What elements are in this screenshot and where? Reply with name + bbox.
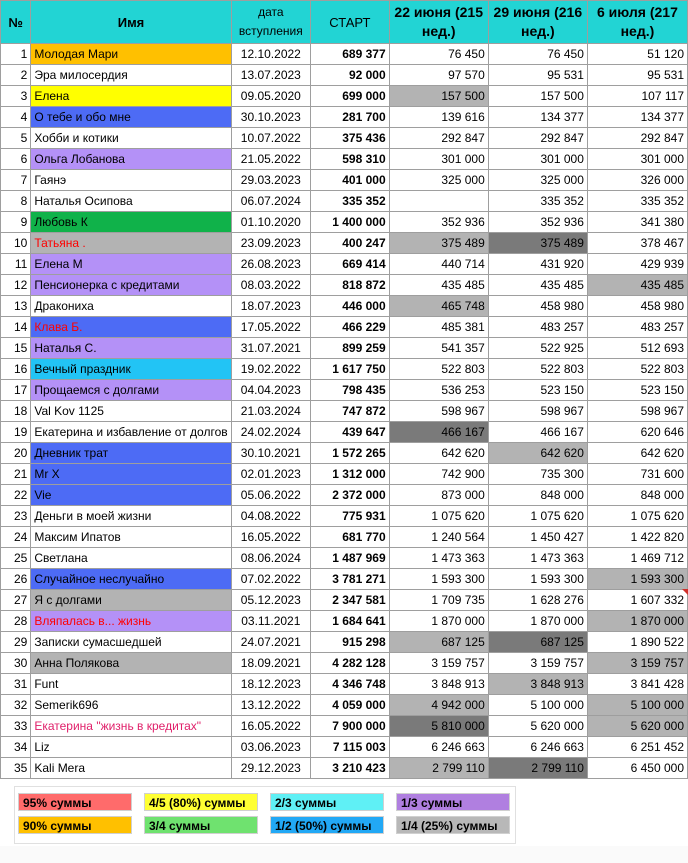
- table-row: [1, 191, 688, 212]
- week-215-cell[interactable]: 1 709 735: [389, 590, 488, 611]
- week-216-cell[interactable]: 5 100 000: [488, 695, 587, 716]
- date-cell[interactable]: 07.02.2022: [231, 569, 310, 590]
- week-217-cell[interactable]: 522 803: [587, 359, 687, 380]
- date-cell[interactable]: 26.08.2023: [231, 254, 310, 275]
- week-215-cell[interactable]: 485 381: [389, 317, 488, 338]
- table-row: [1, 233, 688, 254]
- week-217-cell[interactable]: 1 593 300: [587, 569, 687, 590]
- name-cell[interactable]: Прощаемся с долгами: [31, 380, 231, 401]
- start-cell[interactable]: 699 000: [311, 86, 390, 107]
- week-217-cell[interactable]: 620 646: [587, 422, 687, 443]
- table-row: [1, 674, 688, 695]
- week-217-cell[interactable]: 435 485: [587, 275, 687, 296]
- table-row: [1, 401, 688, 422]
- row-number[interactable]: 3: [1, 86, 31, 107]
- date-cell[interactable]: 05.12.2023: [231, 590, 310, 611]
- start-cell[interactable]: 4 346 748: [311, 674, 390, 695]
- name-cell[interactable]: Liz: [31, 737, 231, 758]
- start-cell[interactable]: 1 684 641: [311, 611, 390, 632]
- week-217-cell[interactable]: 598 967: [587, 401, 687, 422]
- date-cell[interactable]: 21.05.2022: [231, 149, 310, 170]
- week-216-cell[interactable]: 325 000: [488, 170, 587, 191]
- week-216-cell[interactable]: 76 450: [488, 44, 587, 65]
- row-number[interactable]: 14: [1, 317, 31, 338]
- date-cell[interactable]: 31.07.2021: [231, 338, 310, 359]
- name-cell[interactable]: Гаянэ: [31, 170, 231, 191]
- start-cell[interactable]: 401 000: [311, 170, 390, 191]
- row-number[interactable]: 11: [1, 254, 31, 275]
- date-cell[interactable]: 02.01.2023: [231, 464, 310, 485]
- week-216-cell[interactable]: 848 000: [488, 485, 587, 506]
- table-row: [1, 317, 688, 338]
- week-215-cell[interactable]: 139 616: [389, 107, 488, 128]
- name-cell[interactable]: Елена: [31, 86, 231, 107]
- table-row: [1, 149, 688, 170]
- name-cell[interactable]: Хобби и котики: [31, 128, 231, 149]
- start-cell[interactable]: 775 931: [311, 506, 390, 527]
- week-216-cell[interactable]: 352 936: [488, 212, 587, 233]
- start-cell[interactable]: 818 872: [311, 275, 390, 296]
- row-number[interactable]: 19: [1, 422, 31, 443]
- name-cell[interactable]: Пенсионерка с кредитами: [31, 275, 231, 296]
- week-217-cell[interactable]: 848 000: [587, 485, 687, 506]
- date-cell[interactable]: 21.03.2024: [231, 401, 310, 422]
- week-215-cell[interactable]: 1 075 620: [389, 506, 488, 527]
- legend-item: 95% суммы: [18, 793, 132, 811]
- legend-item: 1/3 суммы: [396, 793, 510, 811]
- table-row: [1, 443, 688, 464]
- start-cell[interactable]: 335 352: [311, 191, 390, 212]
- week-216-cell[interactable]: 134 377: [488, 107, 587, 128]
- date-cell[interactable]: 06.07.2024: [231, 191, 310, 212]
- date-cell[interactable]: 30.10.2021: [231, 443, 310, 464]
- week-215-cell[interactable]: 3 159 757: [389, 653, 488, 674]
- table-row: [1, 611, 688, 632]
- row-number[interactable]: 29: [1, 632, 31, 653]
- week-216-cell[interactable]: 1 870 000: [488, 611, 587, 632]
- name-cell[interactable]: Татьяна .: [31, 233, 231, 254]
- table-row: [1, 380, 688, 401]
- week-217-cell[interactable]: 1 075 620: [587, 506, 687, 527]
- start-cell[interactable]: 3 781 271: [311, 569, 390, 590]
- week-216-cell[interactable]: 458 980: [488, 296, 587, 317]
- sheet-bottom-strip: [0, 846, 688, 863]
- name-cell[interactable]: Эра милосердия: [31, 65, 231, 86]
- week-216-cell[interactable]: 483 257: [488, 317, 587, 338]
- name-cell[interactable]: Funt: [31, 674, 231, 695]
- week-215-cell[interactable]: 541 357: [389, 338, 488, 359]
- week-215-cell[interactable]: 301 000: [389, 149, 488, 170]
- name-cell[interactable]: Val Kov 1125: [31, 401, 231, 422]
- start-cell[interactable]: 598 310: [311, 149, 390, 170]
- table-row: [1, 338, 688, 359]
- week-216-cell[interactable]: 95 531: [488, 65, 587, 86]
- week-217-cell[interactable]: 523 150: [587, 380, 687, 401]
- week-217-cell[interactable]: 642 620: [587, 443, 687, 464]
- start-cell[interactable]: 2 347 581: [311, 590, 390, 611]
- start-cell[interactable]: 466 229: [311, 317, 390, 338]
- legend-item: 1/2 (50%) суммы: [270, 816, 384, 834]
- week-217-cell[interactable]: 512 693: [587, 338, 687, 359]
- date-cell[interactable]: 09.05.2020: [231, 86, 310, 107]
- week-215-cell[interactable]: 6 246 663: [389, 737, 488, 758]
- week-217-cell[interactable]: 51 120: [587, 44, 687, 65]
- table-row: [1, 758, 688, 779]
- table-row: [1, 653, 688, 674]
- date-cell[interactable]: 13.12.2022: [231, 695, 310, 716]
- start-cell[interactable]: 281 700: [311, 107, 390, 128]
- week-215-cell[interactable]: 642 620: [389, 443, 488, 464]
- row-number[interactable]: 31: [1, 674, 31, 695]
- start-cell[interactable]: 375 436: [311, 128, 390, 149]
- week-216-cell[interactable]: 1 075 620: [488, 506, 587, 527]
- week-217-cell[interactable]: 134 377: [587, 107, 687, 128]
- date-cell[interactable]: 30.10.2023: [231, 107, 310, 128]
- legend-item: 3/4 суммы: [144, 816, 258, 834]
- table-row: [1, 590, 688, 611]
- table-row: [1, 485, 688, 506]
- table-row: [1, 506, 688, 527]
- week-215-cell[interactable]: 292 847: [389, 128, 488, 149]
- table-row: [1, 107, 688, 128]
- start-cell[interactable]: 400 247: [311, 233, 390, 254]
- table-row: [1, 548, 688, 569]
- week-215-cell[interactable]: 873 000: [389, 485, 488, 506]
- week-217-cell[interactable]: 1 422 820: [587, 527, 687, 548]
- week-216-cell[interactable]: 3 159 757: [488, 653, 587, 674]
- row-number[interactable]: 27: [1, 590, 31, 611]
- legend-item: 4/5 (80%) суммы: [144, 793, 258, 811]
- table-row: [1, 212, 688, 233]
- date-cell[interactable]: 23.09.2023: [231, 233, 310, 254]
- week-215-cell[interactable]: 1 240 564: [389, 527, 488, 548]
- week-217-cell[interactable]: 429 939: [587, 254, 687, 275]
- week-216-cell[interactable]: 6 246 663: [488, 737, 587, 758]
- week-216-cell[interactable]: 1 473 363: [488, 548, 587, 569]
- name-cell[interactable]: Вляпалась в... жизнь: [31, 611, 231, 632]
- week-216-cell[interactable]: 335 352: [488, 191, 587, 212]
- date-cell[interactable]: 12.10.2022: [231, 44, 310, 65]
- week-217-cell[interactable]: 301 000: [587, 149, 687, 170]
- date-cell[interactable]: 08.06.2024: [231, 548, 310, 569]
- date-cell[interactable]: 16.05.2022: [231, 716, 310, 737]
- table-row: [1, 170, 688, 191]
- name-cell[interactable]: Деньги в моей жизни: [31, 506, 231, 527]
- week-216-cell[interactable]: 292 847: [488, 128, 587, 149]
- table-row: [1, 716, 688, 737]
- week-215-cell[interactable]: 5 810 000: [389, 716, 488, 737]
- name-cell[interactable]: Молодая Мари: [31, 44, 231, 65]
- week-216-cell[interactable]: 522 925: [488, 338, 587, 359]
- date-cell[interactable]: 03.11.2021: [231, 611, 310, 632]
- start-cell[interactable]: 1 312 000: [311, 464, 390, 485]
- row-number[interactable]: 34: [1, 737, 31, 758]
- table-row: [1, 65, 688, 86]
- row-number[interactable]: 16: [1, 359, 31, 380]
- header-number[interactable]: №: [1, 1, 31, 44]
- start-cell[interactable]: 2 372 000: [311, 485, 390, 506]
- week-216-cell[interactable]: 1 450 427: [488, 527, 587, 548]
- start-cell[interactable]: 1 487 969: [311, 548, 390, 569]
- week-215-cell[interactable]: 2 799 110: [389, 758, 488, 779]
- table-row: [1, 275, 688, 296]
- name-cell[interactable]: О тебе и обо мне: [31, 107, 231, 128]
- row-number[interactable]: 32: [1, 695, 31, 716]
- legend-item: 1/4 (25%) суммы: [396, 816, 510, 834]
- row-number[interactable]: 7: [1, 170, 31, 191]
- row-number[interactable]: 13: [1, 296, 31, 317]
- week-217-cell[interactable]: 6 450 000: [587, 758, 687, 779]
- week-215-cell[interactable]: 687 125: [389, 632, 488, 653]
- name-cell[interactable]: Клава Б.: [31, 317, 231, 338]
- row-number[interactable]: 15: [1, 338, 31, 359]
- week-217-cell[interactable]: 731 600: [587, 464, 687, 485]
- start-cell[interactable]: 4 282 128: [311, 653, 390, 674]
- week-217-cell[interactable]: 483 257: [587, 317, 687, 338]
- row-number[interactable]: 26: [1, 569, 31, 590]
- row-number[interactable]: 33: [1, 716, 31, 737]
- week-217-cell[interactable]: 292 847: [587, 128, 687, 149]
- date-cell[interactable]: 13.07.2023: [231, 65, 310, 86]
- table-row: [1, 695, 688, 716]
- week-215-cell[interactable]: 1 870 000: [389, 611, 488, 632]
- date-cell[interactable]: 03.06.2023: [231, 737, 310, 758]
- table-row: [1, 44, 688, 65]
- date-cell[interactable]: 10.07.2022: [231, 128, 310, 149]
- week-217-cell[interactable]: 107 117: [587, 86, 687, 107]
- table-row: [1, 86, 688, 107]
- week-216-cell[interactable]: 522 803: [488, 359, 587, 380]
- name-cell[interactable]: Semerik696: [31, 695, 231, 716]
- row-number[interactable]: 22: [1, 485, 31, 506]
- week-217-cell[interactable]: 326 000: [587, 170, 687, 191]
- row-number[interactable]: 2: [1, 65, 31, 86]
- week-216-cell[interactable]: 301 000: [488, 149, 587, 170]
- row-number[interactable]: 9: [1, 212, 31, 233]
- start-cell[interactable]: 689 377: [311, 44, 390, 65]
- week-217-cell[interactable]: 3 159 757: [587, 653, 687, 674]
- row-number[interactable]: 12: [1, 275, 31, 296]
- table-row: [1, 632, 688, 653]
- legend-item: 2/3 суммы: [270, 793, 384, 811]
- row-number[interactable]: 28: [1, 611, 31, 632]
- date-cell[interactable]: 04.04.2023: [231, 380, 310, 401]
- date-cell[interactable]: 18.09.2021: [231, 653, 310, 674]
- week-217-cell[interactable]: 1 870 000: [587, 611, 687, 632]
- header-week-216[interactable]: 29 июня (216 нед.): [488, 1, 587, 44]
- row-number[interactable]: 23: [1, 506, 31, 527]
- week-217-cell[interactable]: 341 380: [587, 212, 687, 233]
- start-cell[interactable]: 899 259: [311, 338, 390, 359]
- week-215-cell[interactable]: 157 500: [389, 86, 488, 107]
- date-cell[interactable]: 19.02.2022: [231, 359, 310, 380]
- week-215-cell[interactable]: 97 570: [389, 65, 488, 86]
- table-row: [1, 464, 688, 485]
- week-216-cell[interactable]: 735 300: [488, 464, 587, 485]
- start-cell[interactable]: 7 900 000: [311, 716, 390, 737]
- header-row: [1, 1, 688, 44]
- start-cell[interactable]: 3 210 423: [311, 758, 390, 779]
- date-cell[interactable]: 16.05.2022: [231, 527, 310, 548]
- week-215-cell[interactable]: 352 936: [389, 212, 488, 233]
- table-row: [1, 569, 688, 590]
- table-row: [1, 422, 688, 443]
- date-cell[interactable]: 04.08.2022: [231, 506, 310, 527]
- table-row: [1, 527, 688, 548]
- header-week-215[interactable]: 22 июня (215 нед.): [389, 1, 488, 44]
- row-number[interactable]: 18: [1, 401, 31, 422]
- date-cell[interactable]: 08.03.2022: [231, 275, 310, 296]
- start-cell[interactable]: 446 000: [311, 296, 390, 317]
- week-217-cell[interactable]: 3 841 428: [587, 674, 687, 695]
- name-cell[interactable]: Максим Ипатов: [31, 527, 231, 548]
- row-number[interactable]: 1: [1, 44, 31, 65]
- week-216-cell[interactable]: 466 167: [488, 422, 587, 443]
- date-cell[interactable]: 17.05.2022: [231, 317, 310, 338]
- week-216-cell[interactable]: 598 967: [488, 401, 587, 422]
- week-217-cell[interactable]: 335 352: [587, 191, 687, 212]
- row-number[interactable]: 24: [1, 527, 31, 548]
- header-join-date[interactable]: дата вступления: [231, 1, 310, 44]
- name-cell[interactable]: Случайное неслучайно: [31, 569, 231, 590]
- table-row: [1, 254, 688, 275]
- name-cell[interactable]: Дракониха: [31, 296, 231, 317]
- week-216-cell[interactable]: 3 848 913: [488, 674, 587, 695]
- start-cell[interactable]: 92 000: [311, 65, 390, 86]
- name-cell[interactable]: Ольга Лобанова: [31, 149, 231, 170]
- start-cell[interactable]: 669 414: [311, 254, 390, 275]
- week-215-cell[interactable]: 440 714: [389, 254, 488, 275]
- name-cell[interactable]: Записки сумасшедшей: [31, 632, 231, 653]
- name-cell[interactable]: Я с долгами: [31, 590, 231, 611]
- week-217-cell[interactable]: 1 890 522: [587, 632, 687, 653]
- header-name[interactable]: Имя: [31, 1, 231, 44]
- row-number[interactable]: 17: [1, 380, 31, 401]
- week-215-cell[interactable]: 76 450: [389, 44, 488, 65]
- date-cell[interactable]: 29.03.2023: [231, 170, 310, 191]
- date-cell[interactable]: 01.10.2020: [231, 212, 310, 233]
- start-cell[interactable]: 7 115 003: [311, 737, 390, 758]
- start-cell[interactable]: 1 572 265: [311, 443, 390, 464]
- row-number[interactable]: 21: [1, 464, 31, 485]
- week-216-cell[interactable]: 431 920: [488, 254, 587, 275]
- table-row: [1, 737, 688, 758]
- row-number[interactable]: 25: [1, 548, 31, 569]
- row-number[interactable]: 5: [1, 128, 31, 149]
- week-216-cell[interactable]: 5 620 000: [488, 716, 587, 737]
- name-cell[interactable]: Екатерина "жизнь в кредитах": [31, 716, 231, 737]
- week-217-cell[interactable]: 5 100 000: [587, 695, 687, 716]
- start-cell[interactable]: 439 647: [311, 422, 390, 443]
- name-cell[interactable]: Елена М: [31, 254, 231, 275]
- week-216-cell[interactable]: 1 593 300: [488, 569, 587, 590]
- week-217-cell[interactable]: 95 531: [587, 65, 687, 86]
- name-cell[interactable]: Kali Mera: [31, 758, 231, 779]
- week-217-cell[interactable]: 1 469 712: [587, 548, 687, 569]
- name-cell[interactable]: Vie: [31, 485, 231, 506]
- date-cell[interactable]: 24.02.2024: [231, 422, 310, 443]
- week-216-cell[interactable]: 2 799 110: [488, 758, 587, 779]
- name-cell[interactable]: Mr X: [31, 464, 231, 485]
- date-cell[interactable]: 05.06.2022: [231, 485, 310, 506]
- comment-marker: [682, 589, 688, 595]
- date-cell[interactable]: 18.07.2023: [231, 296, 310, 317]
- week-217-cell[interactable]: 458 980: [587, 296, 687, 317]
- name-cell[interactable]: Светлана: [31, 548, 231, 569]
- week-216-cell[interactable]: 435 485: [488, 275, 587, 296]
- week-215-cell[interactable]: 1 593 300: [389, 569, 488, 590]
- date-cell[interactable]: 18.12.2023: [231, 674, 310, 695]
- week-215-cell[interactable]: 435 485: [389, 275, 488, 296]
- name-cell[interactable]: Дневник трат: [31, 443, 231, 464]
- table-row: [1, 128, 688, 149]
- week-215-cell[interactable]: 1 473 363: [389, 548, 488, 569]
- week-215-cell[interactable]: 375 489: [389, 233, 488, 254]
- start-cell[interactable]: 798 435: [311, 380, 390, 401]
- start-cell[interactable]: 681 770: [311, 527, 390, 548]
- name-cell[interactable]: Любовь К: [31, 212, 231, 233]
- week-215-cell[interactable]: 4 942 000: [389, 695, 488, 716]
- date-cell[interactable]: 29.12.2023: [231, 758, 310, 779]
- row-number[interactable]: 35: [1, 758, 31, 779]
- table-row: [1, 296, 688, 317]
- header-week-217[interactable]: 6 июля (217 нед.): [587, 1, 687, 44]
- week-217-cell[interactable]: 6 251 452: [587, 737, 687, 758]
- start-cell[interactable]: 4 059 000: [311, 695, 390, 716]
- table-row: [1, 359, 688, 380]
- week-217-cell[interactable]: 1 607 332: [587, 590, 687, 611]
- week-217-cell[interactable]: 5 620 000: [587, 716, 687, 737]
- start-cell[interactable]: 1 617 750: [311, 359, 390, 380]
- row-number[interactable]: 6: [1, 149, 31, 170]
- date-cell[interactable]: 24.07.2021: [231, 632, 310, 653]
- header-start[interactable]: СТАРТ: [311, 1, 390, 44]
- week-215-cell[interactable]: 465 748: [389, 296, 488, 317]
- week-215-cell[interactable]: [389, 191, 488, 212]
- week-216-cell[interactable]: 375 489: [488, 233, 587, 254]
- week-215-cell[interactable]: 742 900: [389, 464, 488, 485]
- row-number[interactable]: 20: [1, 443, 31, 464]
- row-number[interactable]: 10: [1, 233, 31, 254]
- name-cell[interactable]: Анна Полякова: [31, 653, 231, 674]
- week-215-cell[interactable]: 466 167: [389, 422, 488, 443]
- week-215-cell[interactable]: 598 967: [389, 401, 488, 422]
- week-215-cell[interactable]: 3 848 913: [389, 674, 488, 695]
- week-215-cell[interactable]: 536 253: [389, 380, 488, 401]
- row-number[interactable]: 8: [1, 191, 31, 212]
- start-cell[interactable]: 1 400 000: [311, 212, 390, 233]
- week-217-cell[interactable]: 378 467: [587, 233, 687, 254]
- week-216-cell[interactable]: 687 125: [488, 632, 587, 653]
- week-216-cell[interactable]: 157 500: [488, 86, 587, 107]
- name-cell[interactable]: Екатерина и избавление от долгов: [31, 422, 231, 443]
- start-cell[interactable]: 747 872: [311, 401, 390, 422]
- week-215-cell[interactable]: 325 000: [389, 170, 488, 191]
- start-cell[interactable]: 915 298: [311, 632, 390, 653]
- week-216-cell[interactable]: 1 628 276: [488, 590, 587, 611]
- week-216-cell[interactable]: 523 150: [488, 380, 587, 401]
- name-cell[interactable]: Вечный праздник: [31, 359, 231, 380]
- name-cell[interactable]: Наталья Осипова: [31, 191, 231, 212]
- week-216-cell[interactable]: 642 620: [488, 443, 587, 464]
- name-cell[interactable]: Наталья С.: [31, 338, 231, 359]
- week-215-cell[interactable]: 522 803: [389, 359, 488, 380]
- row-number[interactable]: 30: [1, 653, 31, 674]
- legend-item: 90% суммы: [18, 816, 132, 834]
- row-number[interactable]: 4: [1, 107, 31, 128]
